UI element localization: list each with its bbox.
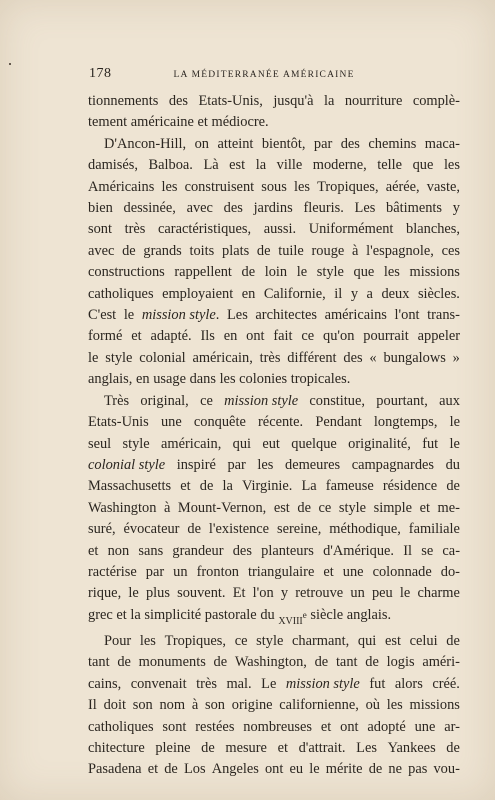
text-line: D'Ancon-Hill, on atteint bientôt, par des chemins maca- bbox=[104, 135, 460, 152]
running-head: LA MÉDITERRANÉE AMÉRICAINE bbox=[173, 70, 355, 80]
text-line: chitecture pleine de mesure et d'attrait. Les Yankees de bbox=[88, 739, 460, 756]
text-line: catholiques sont restées nombreuses et ont adopté une ar- bbox=[88, 718, 460, 735]
text-line: tant de monuments de Washington, de tant de logis améri- bbox=[88, 654, 460, 671]
text-line: Washington à Mount-Vernon, est de ce style simple et me- bbox=[88, 499, 460, 516]
text-line: Pasadena et de Los Angeles ont eu le mérite de ne pas vou- bbox=[88, 761, 460, 778]
text-line: Américains les construisent sous les Tropiques, aérée, vaste, bbox=[88, 178, 460, 195]
text-line: bien dessinée, avec des jardins fleuris. Les bâtiments y bbox=[88, 200, 460, 217]
text-line: Très original, ce mission style constitue, pourtant, aux bbox=[104, 392, 460, 409]
ink-speck bbox=[9, 63, 11, 65]
text-line: grec et la simplicité pastorale du xviii$^e$ siècle anglais. bbox=[88, 606, 392, 628]
text-line: tionnements des Etats-Unis, jusqu'à la nourriture complè- bbox=[88, 93, 460, 109]
text-line: damisés, Balboa. Là est la ville moderne, telle que les bbox=[88, 157, 460, 174]
text-line: le style colonial américain, très différent des « bungalows » bbox=[88, 349, 460, 366]
text-line: Il doit son nom à son origine californienne, où les missions bbox=[88, 697, 460, 714]
text-line: anglais, en usage dans les colonies tropicales. bbox=[88, 371, 351, 388]
text-line: rique, le plus souvent. Et l'on y retrouve un peu le charme bbox=[88, 585, 460, 602]
text-line: formé et adapté. Ils en ont fait ce qu'on pourrait appeler bbox=[88, 328, 460, 345]
text-line: seul style américain, qui eut quelque originalité, fut le bbox=[88, 435, 460, 452]
text-line: Massachusetts et de la Virginie. La fameuse résidence de bbox=[88, 478, 460, 495]
text-line: ractérise par un fronton triangulaire et une colonnade do- bbox=[88, 563, 460, 580]
page-header bbox=[89, 66, 459, 84]
text-line: C'est le mission style. Les architectes américains l'ont trans- bbox=[88, 307, 460, 324]
body-text bbox=[88, 91, 460, 781]
text-line: cains, convenait très mal. Le mission style fut alors créé. bbox=[88, 675, 460, 692]
text-line: catholiques employaient en Californie, il y a deux siècles. bbox=[88, 285, 460, 302]
text-line: constructions rappellent de loin le style que les missions bbox=[88, 264, 460, 281]
text-line: tement américaine et médiocre. bbox=[88, 114, 269, 131]
text-line: sont très caractéristiques, aussi. Uniformément blanches, bbox=[88, 221, 460, 238]
text-line: Pour les Tropiques, ce style charmant, qui est celui de bbox=[104, 632, 460, 649]
text-line: colonial style inspiré par les demeures campagnardes du bbox=[88, 456, 460, 473]
text-line: Etats-Unis une conquête récente. Pendant longtemps, le bbox=[88, 414, 460, 431]
page-number: 178 bbox=[89, 66, 112, 81]
text-line: et non sans grandeur des planteurs d'Amérique. Il se ca- bbox=[88, 542, 460, 559]
text-line: avec de grands toits plats de tuile rouge à l'espagnole, ces bbox=[88, 242, 460, 259]
text-line: suré, évocateur de l'existence sereine, méthodique, familiale bbox=[88, 521, 460, 538]
